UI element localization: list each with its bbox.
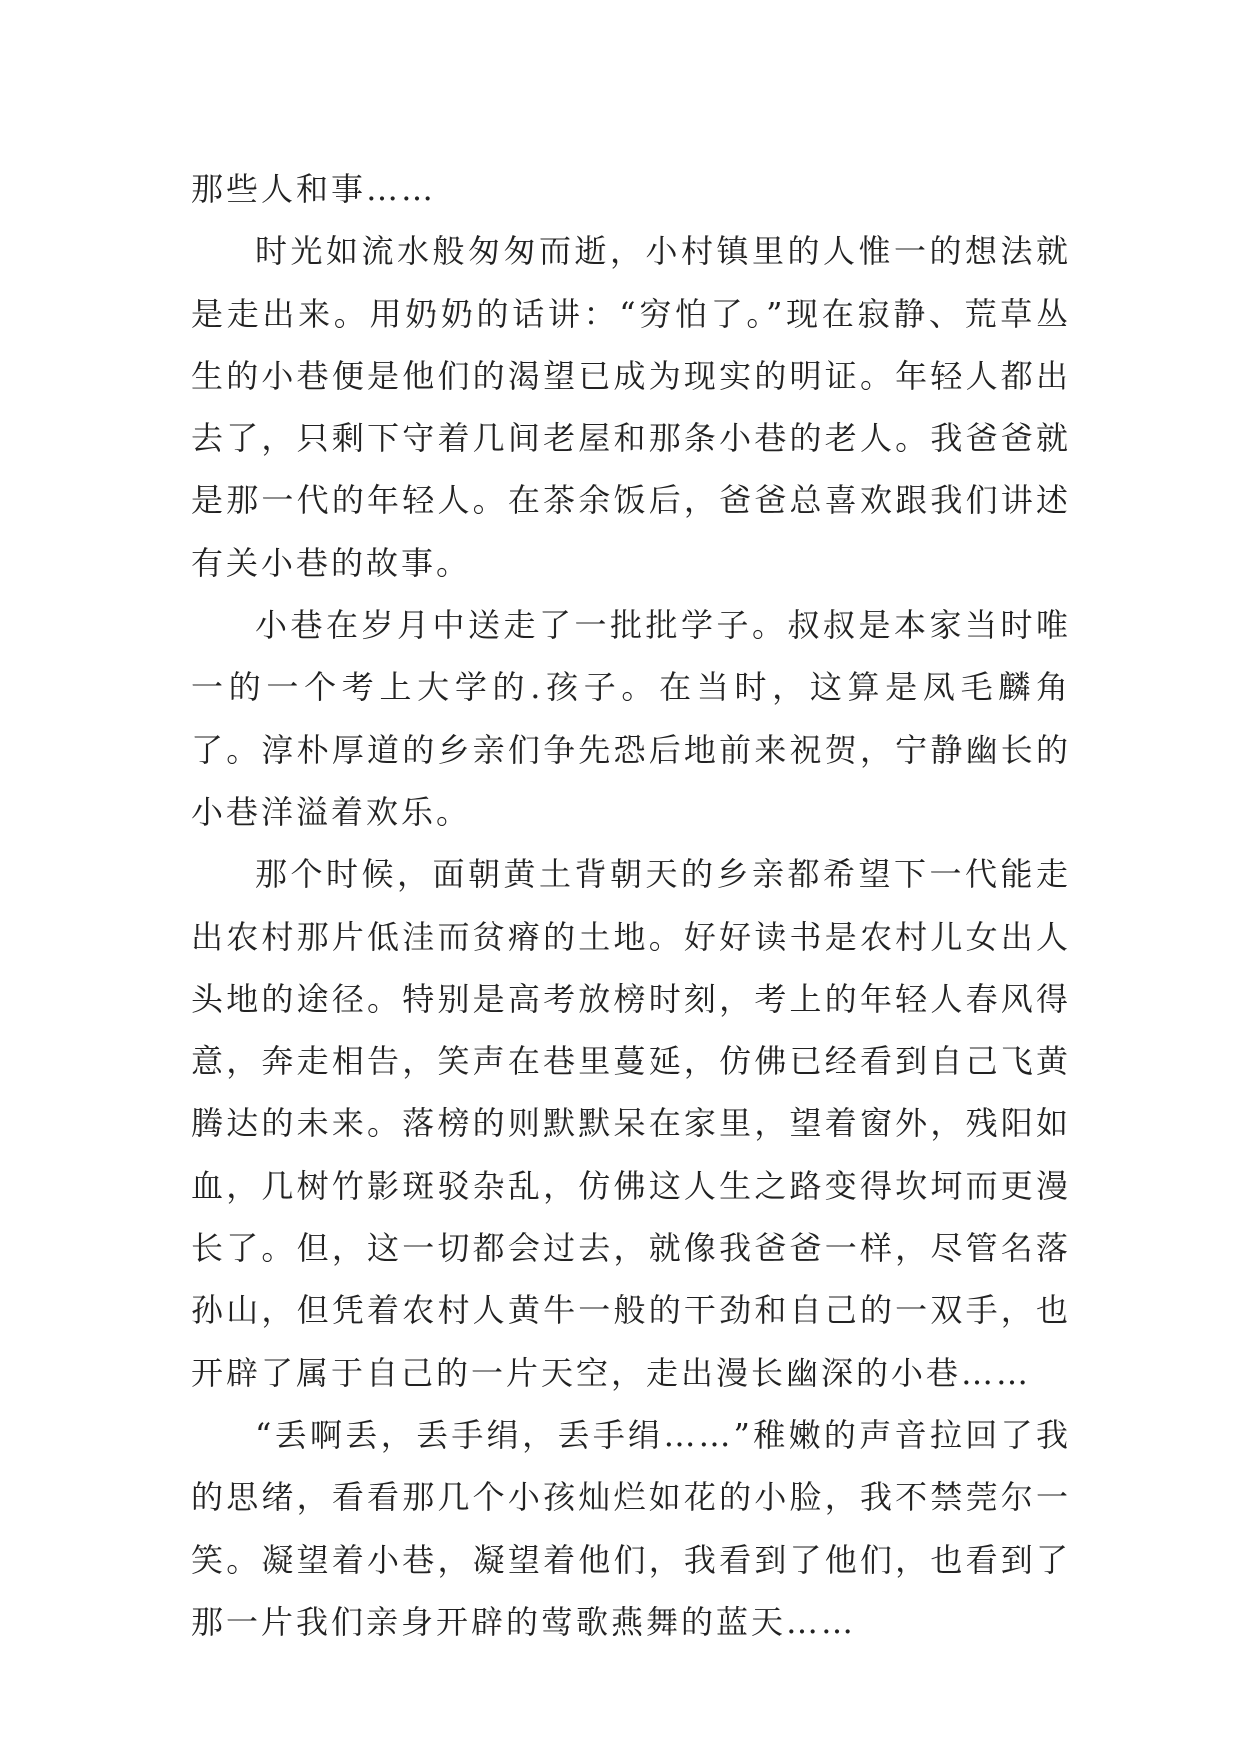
paragraph-uncle-college: 小巷在岁月中送走了一批批学子。叔叔是本家当时唯一的一个考上大学的.孩子。在当时，这算是凤毛麟角了。淳朴厚道的乡亲们争先恐后地前来祝贺，宁静幽长的小巷洋溢着欢乐。 bbox=[191, 606, 1071, 831]
paragraph-handkerchief-game: “丢啊丢，丢手绢，丢手绢……”稚嫩的声音拉回了我的思绪，看看那几个小孩灿烂如花的小脸，我不禁莞尔一笑。凝望着小巷，凝望着他们，我看到了他们，也看到了那一片我们亲身开辟的莺歌燕舞的蓝天…… bbox=[191, 1415, 1071, 1641]
paragraph-exam-results: 那个时候，面朝黄土背朝天的乡亲都希望下一代能走出农村那片低洼而贫瘠的土地。好好读书是农村儿女出人头地的途径。特别是高考放榜时刻，考上的年轻人春风得意，奔走相告，笑声在巷里蔓延，仿佛已经看到自己飞黄腾达的未来。落榜的则默默呆在家里，望着窗外，残阳如血，几树竹影斑驳杂乱，仿佛这人生之路变得坎坷而更漫长了。但，这一切都会过去，就像我爸爸一样，尽管名落孙山，但凭着农村人黄牛一般的干劲和自己的一双手，也开辟了属于自己的一片天空，走出漫长幽深的小巷…… bbox=[191, 855, 1071, 1392]
paragraph-continuation: 那些人和事…… bbox=[191, 170, 437, 208]
document-body bbox=[191, 158, 1071, 1653]
paragraph-time-passing: 时光如流水般匆匆而逝，小村镇里的人惟一的想法就是走出来。用奶奶的话讲：“穷怕了。”现在寂静、荒草丛生的小巷便是他们的渴望已成为现实的明证。年轻人都出去了，只剩下守着几间老屋和那条小巷的老人。我爸爸就是那一代的年轻人。在茶余饭后，爸爸总喜欢跟我们讲述有关小巷的故事。 bbox=[191, 232, 1071, 582]
